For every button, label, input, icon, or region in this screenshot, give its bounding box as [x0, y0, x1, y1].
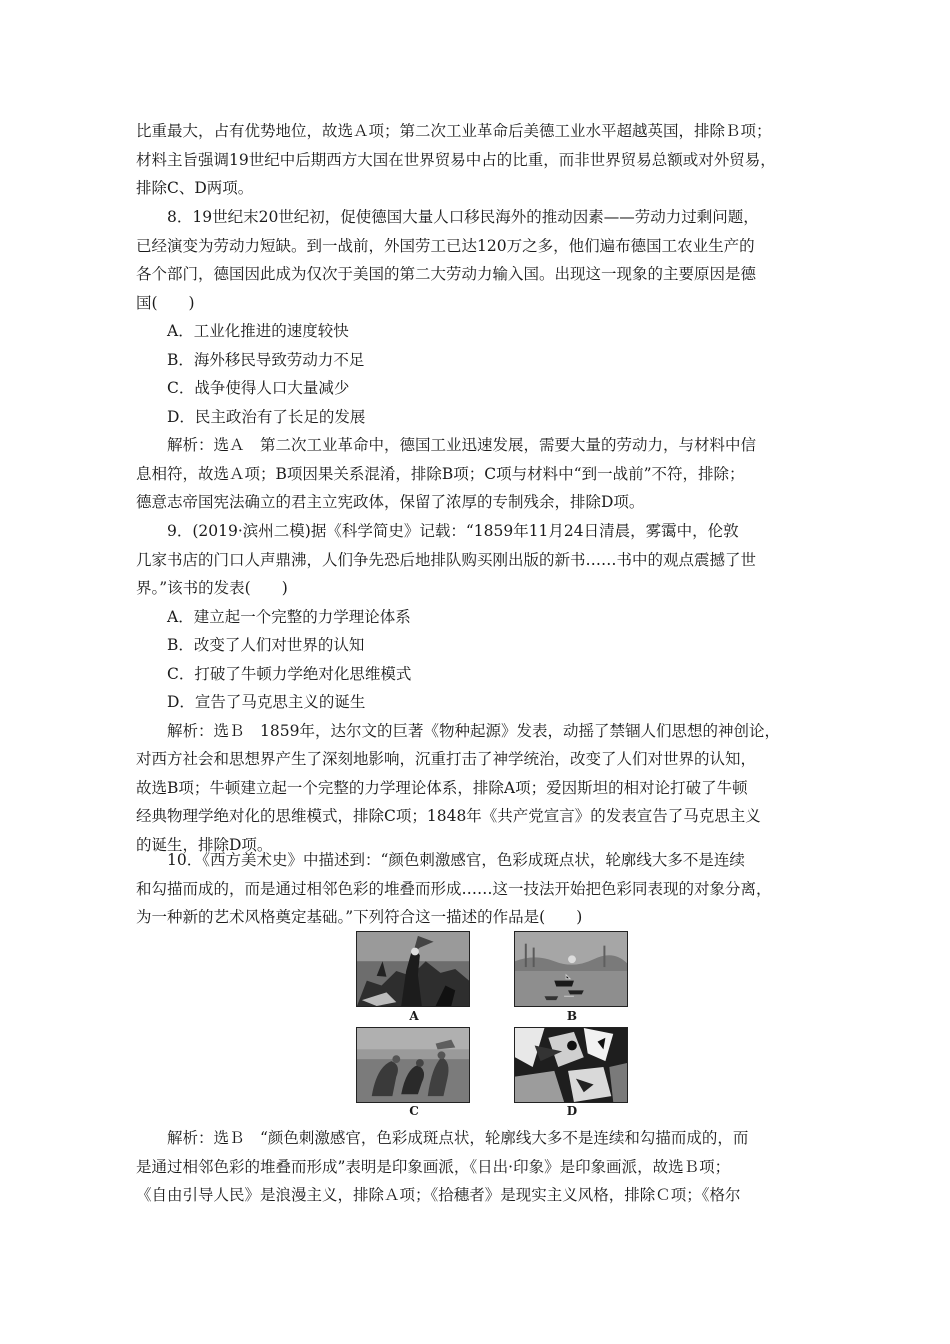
- option-b: B．改变了人们对世界的认知: [167, 636, 365, 654]
- question-8: [136, 203, 816, 517]
- question-stem-line: 和勾描而成的，而是通过相邻色彩的堆叠而形成……这一技法开始把色彩同表现的对象分离，: [136, 879, 772, 898]
- analysis-line: 的诞生，排除D项。: [136, 835, 273, 854]
- question-10: [136, 846, 816, 932]
- text-line: 排除C、D两项。: [136, 179, 254, 197]
- question-stem-line: 各个部门，德国因此成为仅次于美国的第二大劳动力输入国。出现这一现象的主要原因是德: [136, 265, 757, 283]
- continued-analysis: [136, 117, 816, 203]
- analysis-line: 《自由引导人民》是浪漫主义，排除Ａ项；《拾穗者》是现实主义风格，排除Ｃ项；《格尔: [136, 1186, 741, 1204]
- text-line: 比重最大，占有优势地位，故选Ａ项；第二次工业革命后美德工业水平超越英国，排除Ｂ项；: [136, 122, 772, 140]
- question-10-analysis: [136, 1124, 816, 1210]
- option-c: C．打破了牛顿力学绝对化思维模式: [167, 664, 412, 683]
- question-stem-line: 为一种新的艺术风格奠定基础。”下列符合这一描述的作品是( ): [136, 908, 583, 926]
- image-caption-a: A: [409, 1009, 419, 1023]
- painting-impression-sunrise-icon: [514, 931, 628, 1007]
- analysis-line: 经典物理学绝对化的思维模式，排除C项；1848年《共产党宣言》的发表宣告了马克思主义: [136, 807, 761, 825]
- analysis-line: 德意志帝国宪法确立的君主立宪政体，保留了浓厚的专制残余，排除D项。: [136, 493, 645, 511]
- option-b: B．海外移民导致劳动力不足: [167, 350, 365, 369]
- analysis-line: 是通过相邻色彩的堆叠而形成”表明是印象画派，《日出·印象》是印象画派，故选Ｂ项；: [136, 1157, 731, 1176]
- image-caption-d: D: [566, 1104, 578, 1118]
- question-stem-line: 9．(2019·滨州二模)据《科学简史》记载：“1859年11月24日清晨，雾霭中，伦敦: [167, 522, 739, 540]
- image-caption-b: B: [566, 1009, 578, 1023]
- option-d: D．宣告了马克思主义的诞生: [167, 693, 366, 711]
- analysis-line: 解析：选Ａ 第二次工业革命中，德国工业迅速发展，需要大量的劳动力，与材料中信: [167, 436, 757, 454]
- image-caption-c: C: [409, 1104, 419, 1118]
- text-line: 材料主旨强调19世纪中后期西方大国在世界贸易中占的比重，而非世界贸易总额或对外贸易，: [136, 150, 776, 169]
- question-stem-line: 国( ): [136, 293, 195, 312]
- analysis-line: 对西方社会和思想界产生了深刻地影响，沉重打击了神学统治，改变了人们对世界的认知，: [136, 750, 757, 768]
- analysis-line: 息相符，故选Ａ项；B项因果关系混淆，排除B项；C项与材料中“到一战前”不符，排除；: [136, 464, 745, 483]
- question-stem-line: 几家书店的门口人声鼎沸，人们争先恐后地排队购买刚出版的新书……书中的观点震撼了世: [136, 550, 757, 569]
- option-a: A．建立起一个完整的力学理论体系: [167, 607, 411, 626]
- question-9: [136, 517, 816, 859]
- painting-liberty-leading-the-people-icon: [356, 931, 470, 1007]
- painting-guernica-icon: [514, 1027, 628, 1103]
- painting-the-gleaners-icon: [356, 1027, 470, 1103]
- option-d: D．民主政治有了长足的发展: [167, 407, 366, 426]
- option-c: C．战争使得人口大量减少: [167, 379, 350, 397]
- option-a: A．工业化推进的速度较快: [167, 322, 349, 340]
- question-stem-line: 已经演变为劳动力短缺。到一战前，外国劳工已达120万之多，他们遍布德国工农业生产的: [136, 236, 755, 255]
- analysis-line: 解析：选Ｂ “颜色刺激感官，色彩成斑点状，轮廓线大多不是连续和勾描而成的，而: [167, 1129, 749, 1147]
- analysis-line: 解析：选Ｂ 1859年，达尔文的巨著《物种起源》发表，动摇了禁锢人们思想的神创论，: [167, 721, 780, 740]
- question-stem-line: 界。”该书的发表( ): [136, 579, 288, 597]
- question-stem-line: 10．《西方美术史》中描述到：“颜色刺激感官，色彩成斑点状，轮廓线大多不是连续: [167, 851, 745, 869]
- analysis-line: 故选B项；牛顿建立起一个完整的力学理论体系，排除A项；爱因斯坦的相对论打破了牛顿: [136, 778, 748, 797]
- question-stem-line: 8．19世纪末20世纪初，促使德国大量人口移民海外的推动因素——劳动力过剩问题，: [167, 208, 759, 226]
